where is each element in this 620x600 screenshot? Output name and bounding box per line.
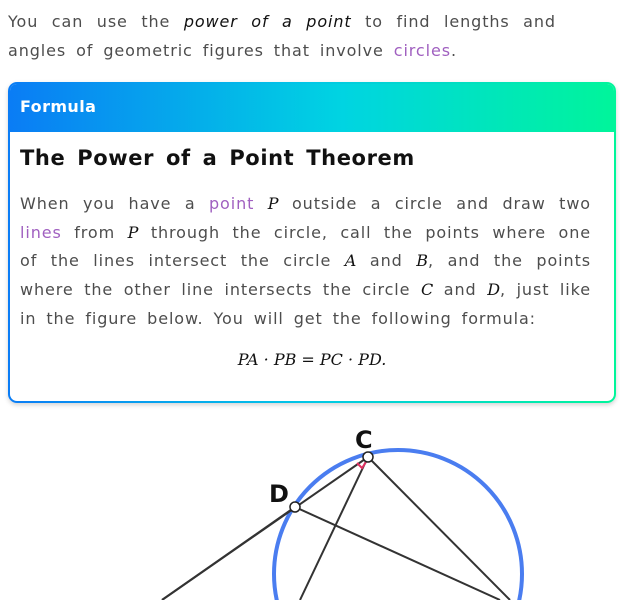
chord-c <box>300 457 368 600</box>
theorem-title: The Power of a Point Theorem <box>20 146 415 170</box>
chord-c-right <box>368 457 510 600</box>
formula-card-inner <box>10 84 614 401</box>
intro-end: . <box>450 41 457 60</box>
body-text: When you have a <box>20 194 196 213</box>
var-b: B <box>416 251 429 271</box>
formula-card-header <box>10 84 614 132</box>
body-text: and <box>443 280 477 300</box>
circles-link[interactable]: circles <box>393 41 451 60</box>
intro-text: to find lengths and angles of geometric figures that involve <box>8 12 556 60</box>
power-of-point-figure <box>0 410 620 600</box>
formula-card-label: Formula <box>20 97 97 116</box>
var-p: P <box>267 194 279 213</box>
body-text: , and the points where the other line intersects the circle <box>20 251 591 300</box>
point-link[interactable]: point <box>208 194 255 213</box>
label-d: D <box>269 480 289 508</box>
intro-emphasis: power of a point <box>183 12 352 31</box>
formula-card <box>8 82 616 403</box>
intro-text: You can use the <box>8 12 171 31</box>
lines-link[interactable]: lines <box>20 222 62 242</box>
body-text: through the circle, call the points where one of the lines intersect the circle <box>20 222 591 271</box>
var-a: A <box>344 251 357 271</box>
body-text: from <box>74 222 116 242</box>
power-of-point-formula <box>10 350 614 369</box>
chord-d <box>295 507 500 600</box>
formula-text: PA · PB = PC · PD. <box>237 350 387 369</box>
body-text: outside a circle and draw two <box>291 194 591 213</box>
intro-paragraph <box>8 7 556 65</box>
var-c: C <box>420 280 434 300</box>
var-p: P <box>127 222 139 242</box>
var-d: D <box>487 280 501 300</box>
label-c: C <box>355 426 373 454</box>
theorem-description <box>20 190 591 334</box>
body-text: and <box>369 251 403 271</box>
body-text: , just like in the figure below. You will get the following formula: <box>20 280 591 328</box>
point-d <box>290 502 300 512</box>
